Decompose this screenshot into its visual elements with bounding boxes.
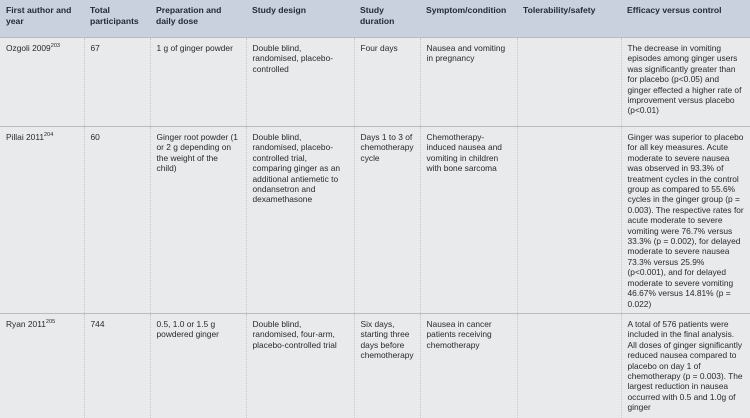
- symptom-cell: Chemotherapy-induced nausea and vomiting in children with bone sarcoma: [420, 127, 517, 314]
- header-duration: Study duration: [354, 0, 420, 38]
- author-cell: [0, 38, 84, 127]
- design-cell: Double blind, randomised, placebo-controlled trial, comparing ginger as an additional antiemetic to ondansetron and dexamethasone: [246, 127, 354, 314]
- efficacy-cell: Ginger was superior to placebo for all key measures. Acute moderate to severe nausea was observed in 93.3% of treatment cycles in the control group as compared to 55.6% cycles in the ginger group (p = 0.003). The respective rates for acute moderate to severe vomiting were 76.7% versus 33.3% (p = 0.002), for delayed moderate to severe nausea 73.3% versus 25.9% (p<0.001), and for delayed moderate to severe vomiting 46.67% versus 14.81% (p = 0.022): [621, 127, 750, 314]
- table-row: [0, 38, 750, 127]
- table-row: [0, 313, 750, 418]
- symptom-cell: Nausea in cancer patients receiving chemotherapy: [420, 313, 517, 418]
- efficacy-cell: The decrease in vomiting episodes among ginger users was significantly greater than for placebo (p<0.05) and ginger effected a higher rate of improvement versus placebo (p<0.01): [621, 38, 750, 127]
- reference-number: 204: [44, 132, 54, 139]
- header-author: First author and year: [0, 0, 84, 38]
- reference-number: 205: [45, 319, 56, 326]
- header-efficacy: Efficacy versus control: [621, 0, 750, 38]
- author-name: Pillai 2011: [6, 132, 45, 142]
- preparation-cell: 1 g of ginger powder: [150, 38, 246, 127]
- header-participants: Total participants: [84, 0, 150, 38]
- duration-cell: Days 1 to 3 of chemotherapy cycle: [354, 127, 420, 314]
- participants-cell: 67: [84, 38, 150, 127]
- table-body: [0, 38, 750, 418]
- tolerability-cell: [517, 38, 621, 127]
- reference-number: 203: [50, 43, 61, 50]
- preparation-cell: 0.5, 1.0 or 1.5 g powdered ginger: [150, 313, 246, 418]
- tolerability-cell: [517, 127, 621, 314]
- tolerability-cell: [517, 313, 621, 418]
- author-name: Ozgoli 2009: [6, 43, 51, 53]
- header-row: [0, 0, 750, 38]
- duration-cell: Four days: [354, 38, 420, 127]
- design-cell: Double blind, randomised, placebo-controlled: [246, 38, 354, 127]
- header-tolerability: Tolerability/safety: [517, 0, 621, 38]
- symptom-cell: Nausea and vomiting in pregnancy: [420, 38, 517, 127]
- header-symptom: Symptom/condition: [420, 0, 517, 38]
- preparation-cell: Ginger root powder (1 or 2 g depending on the weight of the child): [150, 127, 246, 314]
- header-design: Study design: [246, 0, 354, 38]
- duration-cell: Six days, starting three days before chemotherapy: [354, 313, 420, 418]
- author-cell: [0, 127, 84, 314]
- design-cell: Double blind, randomised, four-arm, placebo-controlled trial: [246, 313, 354, 418]
- efficacy-cell: A total of 576 patients were included in the final analysis. All doses of ginger significantly reduced nausea compared to placebo on day 1 of chemotherapy (p = 0.003). The largest reduction in nausea occurred with 0.5 and 1.0g of ginger: [621, 313, 750, 418]
- participants-cell: 744: [84, 313, 150, 418]
- table-header: [0, 0, 750, 38]
- table-row: [0, 127, 750, 314]
- header-preparation: Preparation and daily dose: [150, 0, 246, 38]
- author-cell: [0, 313, 84, 418]
- author-name: Ryan 2011: [6, 318, 46, 329]
- participants-cell: 60: [84, 127, 150, 314]
